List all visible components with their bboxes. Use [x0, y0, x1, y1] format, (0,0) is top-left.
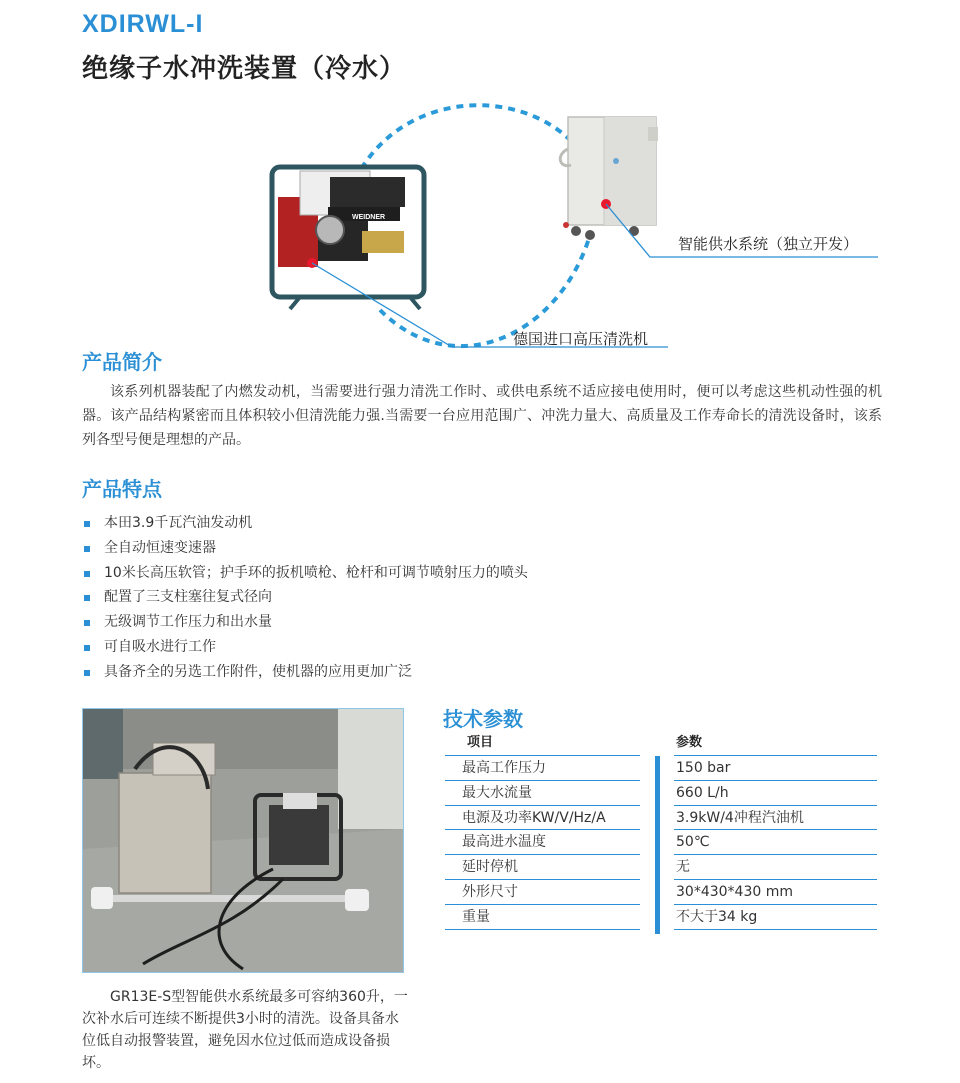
spec-item-cell: 电源及功率KW/V/Hz/A — [445, 806, 640, 831]
feature-item — [82, 660, 528, 685]
spec-value-cell: 3.9kW/4冲程汽油机 — [674, 806, 877, 831]
photo-caption: GR13E-S型智能供水系统最多可容纳360升，一次补水后可连续不断提供3小时的清洗。设备具备水位低自动报警装置，避免因水位过低而造成设备损坏。 — [82, 989, 408, 1071]
bullet-square-icon — [84, 521, 90, 527]
supply-system-label: 智能供水系统（独立开发） — [678, 235, 859, 253]
feature-item-text: 具备齐全的另选工作附件，使机器的应用更加广泛 — [104, 663, 412, 680]
spec-item-cell: 重量 — [445, 905, 640, 930]
feature-item-text: 可自吸水进行工作 — [104, 638, 216, 655]
brand-plate-text: WEIDNER — [352, 214, 386, 221]
bullet-square-icon — [84, 645, 90, 651]
spec-value-cell: 无 — [674, 855, 877, 880]
product-photo-graphic — [83, 709, 403, 972]
feature-list — [82, 511, 528, 685]
features-heading: 产品特点 — [82, 477, 162, 501]
feature-item-text: 10米长高压软管；护手环的扳机喷枪、枪杆和可调节喷射压力的喷头 — [104, 564, 528, 581]
bullet-square-icon — [84, 670, 90, 676]
bullet-square-icon — [84, 620, 90, 626]
spec-column-divider — [655, 756, 660, 934]
bullet-square-icon — [84, 595, 90, 601]
intro-paragraph: 该系列机器装配了内燃发动机，当需要进行强力清洗工作时、或供电系统不适应接电使用时，便可以考虑这些机动性强的机器。该产品结构紧密而且体积较小但清洗能力强.当需要一台应用范围广、冲洗力量大、高质量及工作寿命长的清洗设备时，该系列各型号便是理想的产品。 — [82, 384, 882, 448]
feature-item — [82, 610, 528, 635]
feature-item-text: 全自动恒速变速器 — [104, 539, 216, 556]
page-title: 绝缘子水冲洗装置（冷水） — [82, 54, 407, 84]
spec-item-column — [445, 730, 640, 930]
spec-value-column — [674, 730, 877, 930]
intro-heading: 产品简介 — [82, 350, 162, 374]
spec-item-cell: 最高进水温度 — [445, 830, 640, 855]
product-photo — [82, 708, 404, 973]
bullet-square-icon — [84, 571, 90, 577]
pressure-washer-label: 德国进口高压清洗机 — [513, 330, 649, 348]
feature-item-text: 配置了三支柱塞往复式径向 — [104, 589, 272, 606]
spec-value-cell: 30*430*430 mm — [674, 880, 877, 905]
spec-item-header: 项目 — [445, 730, 640, 756]
spec-item-cell: 最高工作压力 — [445, 756, 640, 781]
spec-value-cell: 不大于34 kg — [674, 905, 877, 930]
feature-item-text: 本田3.9千瓦汽油发动机 — [104, 515, 253, 531]
spec-item-cell: 外形尺寸 — [445, 880, 640, 905]
feature-item-text: 无级调节工作压力和出水量 — [104, 614, 272, 631]
specs-heading: 技术参数 — [443, 707, 523, 731]
hero-illustration — [0, 85, 960, 355]
spec-item-cell: 最大水流量 — [445, 781, 640, 806]
pressure-washer — [272, 167, 424, 309]
feature-item — [82, 536, 528, 561]
feature-item — [82, 635, 528, 660]
model-code: XDIRWL-I — [82, 10, 204, 38]
spec-value-cell: 150 bar — [674, 756, 877, 781]
feature-item — [82, 561, 528, 586]
feature-item — [82, 585, 528, 610]
hero-graphic — [0, 85, 960, 355]
water-supply-cabinet — [560, 117, 658, 240]
spec-value-cell: 50℃ — [674, 830, 877, 855]
feature-item — [82, 511, 528, 536]
spec-value-cell: 660 L/h — [674, 781, 877, 806]
spec-item-cell: 延时停机 — [445, 855, 640, 880]
bullet-square-icon — [84, 546, 90, 552]
spec-value-header: 参数 — [674, 730, 877, 756]
